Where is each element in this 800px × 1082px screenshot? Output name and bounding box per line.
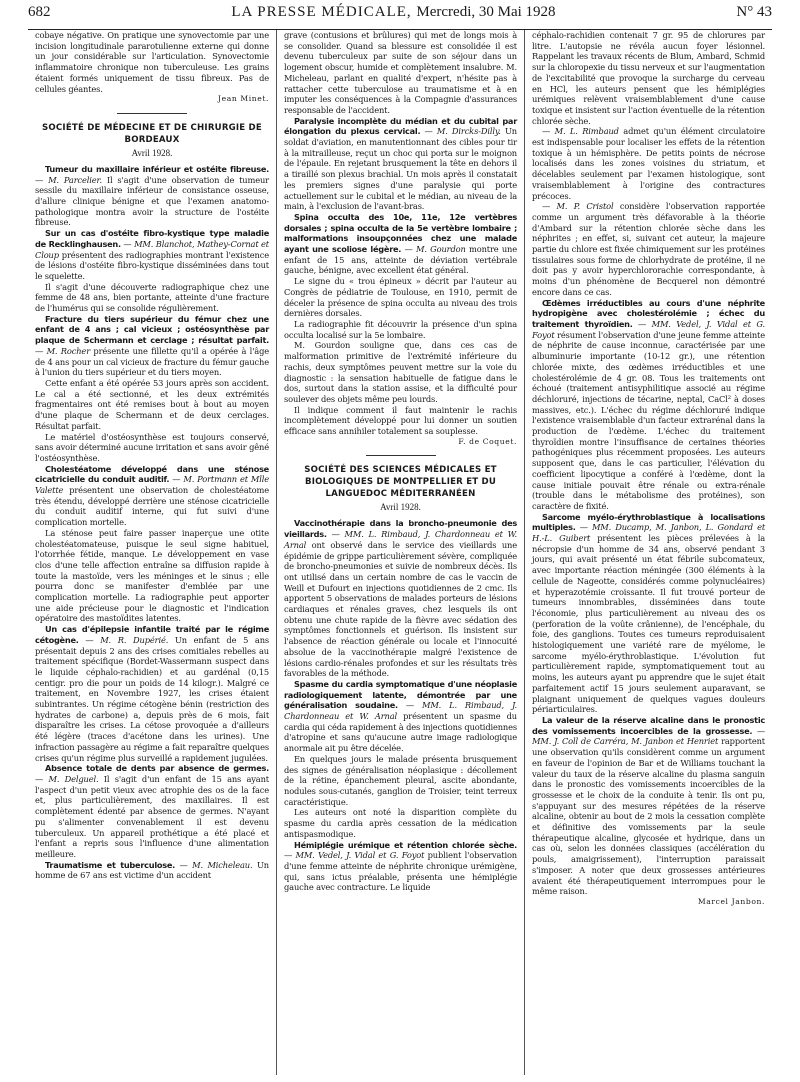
article-heading: Traumatisme et tuberculose. bbox=[45, 859, 176, 870]
article: — M. L. Rimbaud admet qu'un élément circulatoire est indispensable pour localiser les effets de la rétention toxique à un hémisphère. De petits points de nécrose localisés dans les zones voisines du striatum, et décelables seulement par l'examen histologique, sont vraisemblablement à l'origine des contractures précoces. bbox=[532, 126, 765, 201]
article: Traumatisme et tuberculose. — M. Micheleau. Un homme de 67 ans est victime d'un accident bbox=[35, 859, 269, 881]
article-heading: Tumeur du maxillaire inférieur et ostéite fibreuse. bbox=[45, 163, 269, 174]
paragraph: Cette enfant a été opérée 53 jours après son accident. Le cal a été sectionné, et les deux extrémités fragmentaires ont été remises bout à bout au moyen d'une plaque de Schermann et de deux cerclages. Résultat parfait. bbox=[35, 377, 269, 431]
article: Paralysie incomplète du médian et du cubital par élongation du plexus cervical. — M. Dircks-Dilly. Un soldat d'aviation, en manutentionnant des cibles pour tir à la mitrailleuse, reçut un choc qui porta sur le moignon de l'épaule. En rejetant brusquement la tête en dehors il a tiraillé son plexus brachial. Un mois après il constatait les premiers signes d'une paralysie qui porte actuellement sur le cubital et le médian, au niveau de la main, à l'exclusion de l'avant-bras. bbox=[284, 115, 517, 212]
paragraph: La sténose peut faire passer inaperçue une otite cholestéatomateuse, puisque le seul signe habituel, l'otorrhée fétide, manque. Le développement en vase clos d'une telle affection entraîne sa diffusion rapide à toute la mastoïde, vers les méninges et le sinus ; elle pourra donc se manifester d'emblée par une complication mortelle. La radiographie peut apporter une aide précieuse pour le diagnostic et l'indication opératoire des mastoïdites latentes. bbox=[35, 527, 269, 624]
article: Sur un cas d'ostéite fibro-kystique type maladie de Recklinghausen. — MM. Blanchot, Mathey-Cornat et Cloup présentent des radiographies montrant l'existence de lésions d'ostéite fibro-kystique disséminées dans tout le squelette. bbox=[35, 228, 269, 281]
article-authors: M. Delguel. bbox=[48, 774, 99, 784]
paragraph: grave (contusions et brûlures) qui met de longs mois à se consolider. Quand sa blessure est consolidée il est devenu tuberculeux par suite de son séjour dans un logement obscur, humide et complètement insalubre. M. Micheleau, parlant en qualité d'expert, n'hésite pas à rattacher cette tuberculose au traumatisme et à en imputer les conséquences à la Compagnie d'assurances responsable de l'accident. bbox=[284, 30, 517, 115]
article-text: ont observé dans le service des vieillards une épidémie de grippe particulièrement sévère, compliquée de broncho-pneumonies et suivie de nombreux décès. Ils ont utilisé dans un certain nombre de cas le vaccin de Weill et Dufourt en injections quotidiennes de 2 cmc. Ils apportent 5 observations de malades porteurs de lésions cardiaques et rénales graves, chez lesquels ils ont obtenu une chute rapide de la fièvre avec sédation des symptômes fonctionnels et guérison. Ils insistent sur l'absence de réaction générale ou locale et l'innocuité absolue de la vaccinothérapie malgré l'existence de lésions cardio-rénales profondes et sur les résultats très favorables de la méthode. bbox=[284, 539, 517, 679]
article-authors: M. Rocher bbox=[46, 345, 91, 356]
article-heading: Spina occulta des 10e, 11e, 12e vertèbres dorsales ; spina occulta de la 5e vertèbre lombaire ; malformations insoupçonnées chez une malade ayant une scoliose légère. bbox=[284, 211, 517, 255]
article-text: Un homme de 67 ans est victime d'un accident bbox=[35, 859, 269, 881]
article-authors: M. Micheleau. bbox=[192, 859, 253, 870]
article-text: Il s'agit d'un enfant de 15 ans ayant l'aspect d'un petit vieux avec atrophie des os de la face et, plus particulièrement, des maxillaires. Il est complètement édenté par absence de germes. N'ayant pu s'alimenter convenablement il est devenu tuberculeux. Un appareil prothétique a été placé et l'enfant a repris sous l'influence d'une alimentation meilleure. bbox=[35, 774, 269, 859]
article-heading: Vaccinothérapie dans la broncho-pneumonie des vieillards. bbox=[284, 518, 517, 540]
article-heading: Spasme du cardia symptomatique d'une néoplasie radiologiquement latente, démontrée par une généralisation soudaine. bbox=[284, 678, 517, 711]
paragraph: Le signe du « trou épineux » décrit par l'auteur au Congrès de pédiatrie de Toulouse, en 1910, permit de déceler la présence de spina occulta au niveau des trois dernières dorsales. bbox=[284, 276, 517, 319]
text-columns bbox=[28, 30, 772, 1075]
article-text: présentent les pièces prélevées à la nécropsie d'un homme de 34 ans, observé pendant 3 jours, qui avait présenté un état fébrile subcomateux, avec importante réaction méningée (300 éléments à la cellule de Nageotte, considérés comme polynucléaires) et hyperazotémie croissante. Il fut trouvé porteur de tumeurs innombrables, disséminées dans toute l'économie, plus particulièrement au niveau des os (perforation de la voûte crânienne), de l'encéphale, du foie, des ganglions. Toutes ces tumeurs reproduisaient histologiquement une variété rare de myélome, le sarcome myélo-érythroblastique. L'évolution fut particulièrement rapide, symptomatiquement tout au moins, les auteurs ayant pu apprendre que le sujet était parfaitement actif 15 jours seulement auparavant, se plaignant uniquement de quelques vagues douleurs périarticulaires. bbox=[532, 533, 765, 715]
article-text: Un enfant de 5 ans présentait depuis 2 ans des crises comitiales rebelles au traitement spécifique (Bordet-Wassermann suspect dans le liquide céphalo-rachidien) et au gardénal (0,15 centigr. pro die pour un poids de 14 kilogr.). Malgré ce traitement, en Novembre 1927, les crises étaient subintrantes. Un régime cétogène bénin (restriction des hydrates de carbone) a, depuis près de 6 mois, fait disparaître les crises. La cétose provoquée a d'ailleurs été légère (traces d'acétone dans les urines). Une infraction passagère au régime a fait reparaître quelques crises qu'un régime plus surveillé a rapidement jugulées. bbox=[35, 634, 270, 763]
article-text: publient l'observation d'une femme atteinte de néphrite chronique urémigène, qui, sans ictus préalable, présenta une hémiplégie gauche avec contracture. Le liquide bbox=[284, 850, 517, 893]
article: Sarcome myélo-érythroblastique à localisations multiples. — MM. Ducamp, M. Janbon, L. Gondard et H.-L. Guibert présentent les pièces prélevées à la nécropsie d'un homme de 34 ans, observé pendant 3 jours, qui avait présenté un état fébrile subcomateux, avec importante réaction méningée (300 éléments à la cellule de Nageotte, considérés comme polynucléaires) et hyperazotémie croissante. Il fut trouvé porteur de tumeurs innombrables, disséminées dans toute l'économie, plus particulièrement au niveau des os (perforation de la voûte crânienne), de l'encéphale, du foie, des ganglions. Toutes ces tumeurs reproduisaient histologiquement une variété rare de myélome, le sarcome myélo-érythroblastique. L'évolution fut particulièrement rapide, symptomatiquement tout au moins, les auteurs ayant pu apprendre que le sujet était parfaitement actif 15 jours seulement auparavant, se plaignant uniquement de quelques vagues douleurs périarticulaires. bbox=[532, 511, 766, 715]
article-authors: M. Portmann et Mlle Valette bbox=[35, 474, 269, 496]
page-number: 682 bbox=[28, 4, 51, 20]
article: — M. P. Cristol considère l'observation rapportée comme un argument très défavorable à la théorie d'Ambard sur la rétention chlorée sèche dans les néphrites ; en effet, si, suivant cet auteur, la majeure partie du chlore est fixée chimiquement sur les protéines tissulaires sous forme de chlorhydrate de protéine, il ne doit pas y avoir hyperchlororachie correspondante, à moins d'un phénomène de Becquerel non démontré encore dans ce cas. bbox=[532, 201, 765, 297]
column-middle bbox=[276, 30, 524, 1075]
divider bbox=[117, 113, 187, 114]
article-text: présente une fillette qu'il a opérée à l'âge de 4 ans pour un cal vicieux de fracture du fémur gauche à l'union du tiers supérieur et du tiers moyen. bbox=[35, 345, 270, 378]
article-heading: Sur un cas d'ostéite fibro-kystique type maladie de Recklinghausen. bbox=[35, 228, 269, 249]
article-text: présentent une observation de cholestéatome très étendu, développé derrière une sténose cicatricielle du conduit auditif interne, qui fut suivi d'une complication mortelle. bbox=[35, 485, 269, 528]
article-heading: Un cas d'épilepsie infantile traité par le régime cétogène. bbox=[35, 624, 269, 645]
article: Hémiplégie urémique et rétention chlorée sèche. — MM. Vedel, J. Vidal et G. Foyot publient l'observation d'une femme atteinte de néphrite chronique urémigène, qui, sans ictus préalable, présenta une hémiplégie gauche avec contracture. Le liquide bbox=[284, 839, 517, 893]
article-authors: M. Gourdon bbox=[415, 244, 466, 255]
article-text: montre une enfant de 15 ans, atteinte de déviation vertébrale gauche, bénigne, avec excellent état général. bbox=[284, 244, 517, 276]
society-title: SOCIÉTÉ DES SCIENCES MÉDICALES ET BIOLOGIQUES DE MONTPELLIER ET DU LANGUEDOC MÉDITERRANÉEN bbox=[304, 465, 497, 500]
article-text: présentent un spasme du cardia qui céda rapidement à des injections quotidiennes d'atropine et sans qu'aucune autre image radiologique anormale ait pu être décelée. bbox=[284, 711, 517, 754]
article-authors: M. L. Rimbaud bbox=[554, 126, 619, 137]
article: La valeur de la réserve alcaline dans le pronostic des vomissements incoercibles de la grossesse. — MM. J. Coll de Carréra, M. Janbon et Henriet rapportent une observation qu'ils considèrent comme un argument en faveur de l'opinion de Bar et de Williams touchant la valeur du taux de la réserve alcaline du plasma sanguin dans le pronostic des vomissements incoercibles de la grossesse et le choix de la conduite à tenir. Ils ont pu, s'appuyant sur des mesures répétées de la réserve alcaline, obtenir au bout de 2 mois la cessation complète et définitive des vomissements par la seule thérapeutique alcaline, glycosée et hydrique, dans un cas où, selon les données classiques (accélération du pouls, amaigrissement), l'interruption paraissait s'imposer. A noter que deux grossesses antérieures avaient été thérapeutiquement interrompues pour le même raison. bbox=[532, 715, 765, 897]
paragraph: La radiographie fit découvrir la présence d'un spina occulta localisé sur la 5e lombaire. bbox=[284, 318, 517, 340]
article: Œdèmes irréductibles au cours d'une néphrite hydropigène avec cholestérolémie ; échec du traitement thyroïdien. — MM. Vedel, J. Vidal et G. Foyot résument l'observation d'une jeune femme atteinte de néphrite de cause inconnue, caractérisée par une albuminurie importante (10-12 gr.), une rétention chlorée mixte, des œdèmes irréductibles et une cholestérolémie de 4 gr. 08. Tous les traitements ont échoué (traitement antisyphilitique associé au régime déchloruré, injections de técarine, neptal, CaCl² à doses massives, etc.). L'échec du régime déchloruré indique l'existence vraisemblable d'un facteur extrarénal dans la production de l'œdème. L'échec du traitement thyroïdien montre l'insuffisance de certaines théories pathogéniques plus récemment proposées. Les auteurs supposent que, dans le cas particulier, l'élévation du coefficient lipocytique a conféré à l'œdème, dont la cause initiale pouvait être rénale ou extra-rénale (trouble dans le métabolisme des protéines), son caractère de fixité. bbox=[532, 297, 765, 511]
article-text: Il s'agit d'une observation de tumeur sessile du maxillaire inférieur de consistance osseuse, d'allure clinique bénigne et que l'examen anatomo-pathologique montra avoir la structure de l'ostéite fibreuse. bbox=[35, 174, 269, 228]
paragraph: M. Gourdon souligne que, dans ces cas de malformation primitive de l'extrémité inférieure du rachis, deux symptômes peuvent mettre sur la voie du diagnostic : la sensation habituelle de fatigue dans le dos, surtout dans la station assise, et la difficulté pour soulever des objets même peu lourds. bbox=[284, 340, 517, 404]
signature: Marcel Janbon. bbox=[697, 896, 765, 906]
society-date: Avril 1928. bbox=[131, 147, 173, 158]
column-right bbox=[524, 30, 772, 1075]
signature: F. de Coquet. bbox=[458, 436, 517, 446]
column-left bbox=[28, 30, 276, 1075]
article-authors: M. Parcelier. bbox=[48, 174, 102, 185]
article: Tumeur du maxillaire inférieur et ostéite fibreuse. — M. Parcelier. Il s'agit d'une observation de tumeur sessile du maxillaire inférieur de consistance osseuse, d'allure clinique bénigne et que l'examen anatomo-pathologique montra avoir la structure de l'ostéite fibreuse. bbox=[35, 163, 269, 228]
article: Fracture du tiers supérieur du fémur chez une enfant de 4 ans ; cal vicieux ; ostéosynthèse par plaque de Schermann et cerclage ; résultat parfait. — M. Rocher présente une fillette qu'il a opérée à l'âge de 4 ans pour un cal vicieux de fracture du fémur gauche à l'union du tiers supérieur et du tiers moyen. bbox=[35, 313, 270, 378]
article-authors: MM. L. Rimbaud, J. Chardonneau et W. Arnal bbox=[284, 700, 518, 722]
article-heading: Fracture du tiers supérieur du fémur chez une enfant de 4 ans ; cal vicieux ; ostéosynthèse par plaque de Schermann et cerclage ; résultat parfait. bbox=[35, 313, 269, 346]
article-heading: Œdèmes irréductibles au cours d'une néphrite hydropigène avec cholestérolémie ; échec du traitement thyroïdien. bbox=[532, 297, 765, 329]
article-text: résument l'observation d'une jeune femme atteinte de néphrite de cause inconnue, caractérisée par une albuminurie importante (10-12 gr.), une rétention chlorée mixte, des œdèmes irréductibles et une cholestérolémie de 4 gr. 08. Tous les traitements ont échoué (traitement antisyphilitique associé au régime déchloruré, injections de técarine, neptal, CaCl² à doses massives, etc.). L'échec du régime déchloruré indique l'existence vraisemblable d'un facteur extrarénal dans la production de l'œdème. L'échec du traitement thyroïdien montre l'insuffisance de certaines théories pathogéniques plus récemment proposées. Les auteurs supposent que, dans le cas particulier, l'élévation du coefficient lipocytique a conféré à l'œdème, dont la cause initiale pouvait être rénale ou extra-rénale (trouble dans le métabolisme des protéines), son caractère de fixité. bbox=[532, 329, 765, 511]
article-authors: MM. Blanchot, Mathey-Cornat et Cloup bbox=[35, 238, 269, 260]
article-authors: M. P. Cristol bbox=[556, 201, 614, 212]
article-authors: MM. J. Coll de Carréra, M. Janbon et Henriet bbox=[532, 736, 719, 747]
article: Cholestéatome développé dans une sténose cicatricielle du conduit auditif. — M. Portmann et Mlle Valette présentent une observation de cholestéatome très étendu, développé derrière une sténose cicatricielle du conduit auditif interne, qui fut suivi d'une complication mortelle. bbox=[35, 463, 269, 528]
article-text: considère l'observation rapportée comme un argument très défavorable à la théorie d'Ambard sur la rétention chlorée sèche dans les néphrites ; en effet, si, suivant cet auteur, la majeure partie du chlore est fixée chimiquement sur les protéines tissulaires sous forme de chlorhydrate de protéine, il ne doit pas y avoir hyperchlororachie correspondante, à moins d'un phénomène de Becquerel non démontré encore dans ce cas. bbox=[532, 201, 765, 297]
article-heading: La valeur de la réserve alcaline dans le pronostic des vomissements incoercibles de la grossesse. bbox=[532, 715, 765, 736]
article-authors: MM. Vedel, J. Vidal et G. Foyot bbox=[295, 850, 425, 861]
journal-title: LA PRESSE MÉDICALE, bbox=[231, 4, 417, 20]
article-heading: Paralysie incomplète du médian et du cubital par élongation du plexus cervical. bbox=[284, 115, 517, 137]
divider bbox=[366, 455, 436, 456]
article-text: présentent des radiographies montrant l'existence de lésions d'ostéite fibro-kystique disséminées dans tout le squelette. bbox=[35, 249, 269, 281]
paragraph: Le matériel d'ostéosynthèse est toujours conservé, sans avoir déterminé aucune irritation et sans avoir gêné l'ostéosynthèse. bbox=[35, 431, 269, 463]
running-title bbox=[231, 4, 555, 21]
issue-date: Mercredi, 30 Mai 1928 bbox=[416, 4, 556, 20]
running-head bbox=[28, 4, 772, 30]
article: Vaccinothérapie dans la broncho-pneumonie des vieillards. — MM. L. Rimbaud, J. Chardonneau et W. Arnal ont observé dans le service des vieillards une épidémie de grippe particulièrement sévère, compliquée de broncho-pneumonies et suivie de nombreux décès. Ils ont utilisé dans un certain nombre de cas le vaccin de Weill et Dufourt en injections quotidiennes de 2 cmc. Ils apportent 5 observations de malades porteurs de lésions cardiaques et rénales graves, chez lesquels ils ont obtenu une chute rapide de la fièvre avec sédation des symptômes fonctionnels et guérison. Ils insistent sur l'absence de réaction générale ou locale et l'innocuité absolue de la vaccinothérapie malgré l'existence de lésions cardio-rénales profondes et sur les résultats très favorables de la méthode. bbox=[284, 518, 517, 679]
paragraph: Il s'agit d'une découverte radiographique chez une femme de 48 ans, bien portante, atteinte d'une fracture de l'humérus qui se consolide régulièrement. bbox=[35, 281, 269, 314]
paragraph: céphalo-rachidien contenait 7 gr. 95 de chlorures par litre. L'autopsie ne révéla aucun foyer lésionnel. Rappelant les travaux récents de Blum, Ambard, Schmid sur la chloropexie du tissu nerveux et sur l'augmentation de l'excitabilité que provoque la surcharge du cerveau en HCl, les auteurs pensent que les hémiplégies urémiques relèvent vraisemblablement d'une cause toxique et insistent sur l'action éventuelle de la rétention chlorée sèche. bbox=[532, 30, 765, 126]
signature: Jean Minet. bbox=[217, 94, 269, 104]
article: Un cas d'épilepsie infantile traité par le régime cétogène. — M. R. Dupérié. Un enfant de 5 ans présentait depuis 2 ans des crises comitiales rebelles au traitement spécifique (Bordet-Wassermann suspect dans le liquide céphalo-rachidien) et au gardénal (0,15 centigr. pro die pour un poids de 14 kilogr.). Malgré ce traitement, en Novembre 1927, les crises étaient subintrantes. Un régime cétogène bénin (restriction des hydrates de carbone) a, depuis près de 6 mois, fait disparaître les crises. La cétose provoquée a d'ailleurs été légère (traces d'acétone dans les urines). Une infraction passagère au régime a fait reparaître quelques crises qu'un régime plus surveillé a rapidement jugulées. bbox=[35, 624, 270, 763]
article-heading: Absence totale de dents par absence de germes. bbox=[45, 763, 269, 774]
article-heading: Sarcome myélo-érythroblastique à localisations multiples. bbox=[532, 511, 765, 533]
article-heading: Hémiplégie urémique et rétention chlorée sèche. bbox=[294, 839, 517, 850]
issue-number: N° 43 bbox=[736, 4, 772, 20]
article: Spina occulta des 10e, 11e, 12e vertèbres dorsales ; spina occulta de la 5e vertèbre lombaire ; malformations insoupçonnées chez une malade ayant une scoliose légère. — M. Gourdon montre une enfant de 15 ans, atteinte de déviation vertébrale gauche, bénigne, avec excellent état général. bbox=[284, 211, 517, 276]
article-authors: M. Dircks-Dilly. bbox=[436, 126, 501, 137]
society-title: SOCIÉTÉ DE MÉDECINE ET DE CHIRURGIE DE BORDEAUX bbox=[42, 122, 262, 145]
article-heading: Cholestéatome développé dans une sténose cicatricielle du conduit auditif. bbox=[35, 463, 269, 485]
article: Absence totale de dents par absence de germes. — M. Delguel. Il s'agit d'un enfant de 15 ans ayant l'aspect d'un petit vieux avec atrophie des os de la face et, plus particulièrement, des maxillaires. Il est complètement édenté par absence de germes. N'ayant pu s'alimenter convenablement il est devenu tuberculeux. Un appareil prothétique a été placé et l'enfant a repris sous l'influence d'une alimentation meilleure. bbox=[35, 763, 269, 859]
society-date: Avril 1928. bbox=[380, 502, 421, 513]
paragraph: cobaye négative. On pratique une synovectomie par une incision longitudinale pararotulienne externe qui donne un jour considérable sur l'articulation. Synovectomie inflammatoire chronique non tuberculeuse. Les grains étaient formés uniquement de tissu fibreux. Pas de cellules géantes. bbox=[35, 30, 269, 94]
paragraph: Les auteurs ont noté la disparition complète du spasme du cardia après cessation de la médication antispasmodique. bbox=[284, 807, 517, 839]
article-authors: M. R. Dupérié. bbox=[100, 634, 169, 645]
paragraph: En quelques jours le malade présenta brusquement des signes de généralisation néoplasique : décollement de la rétine, épanchement pleural, ascite abondante, nodules sous-cutanés, ganglion de Troisier, teint terreux caractéristique. bbox=[284, 753, 517, 807]
article-text: rapportent une observation qu'ils considèrent comme un argument en faveur de l'opinion de Bar et de Williams touchant la valeur du taux de la réserve alcaline du plasma sanguin dans le pronostic des vomissements incoercibles de la grossesse et le choix de la conduite à tenir. Ils ont pu, s'appuyant sur des mesures répétées de la réserve alcaline, obtenir au bout de 2 mois la cessation complète et définitive des vomissements par la seule thérapeutique alcaline, glycosée et hydrique, dans un cas où, selon les données classiques (accélération du pouls, amaigrissement), l'interruption paraissait s'imposer. A noter que deux grossesses antérieures avaient été thérapeutiquement interrompues pour le même raison. bbox=[532, 736, 765, 897]
article-authors: MM. Vedel, J. Vidal et G. Foyot bbox=[532, 318, 765, 340]
article-text: Un soldat d'aviation, en manutentionnant des cibles pour tir à la mitrailleuse, reçut un choc qui porta sur le moignon de l'épaule. En rejetant brusquement la tête en dehors il a tiraillé son plexus brachial. Un mois après il constatait les premiers signes d'une paralysie qui porte actuellement sur le cubital et le médian, au niveau de la main, à l'exclusion de l'avant-bras. bbox=[284, 126, 517, 212]
article-authors: MM. Ducamp, M. Janbon, L. Gondard et H.-L. Guibert bbox=[532, 522, 766, 544]
article-authors: MM. L. Rimbaud, J. Chardonneau et W. Arnal bbox=[284, 529, 517, 550]
article: Spasme du cardia symptomatique d'une néoplasie radiologiquement latente, démontrée par une généralisation soudaine. — MM. L. Rimbaud, J. Chardonneau et W. Arnal présentent un spasme du cardia qui céda rapidement à des injections quotidiennes d'atropine et sans qu'aucune autre image radiologique anormale ait pu être décelée. bbox=[284, 678, 518, 754]
article-text: admet qu'un élément circulatoire est indispensable pour localiser les effets de la rétention toxique à un hémisphère. De petits points de nécrose localisés dans les zones voisines du striatum, et décelables seulement par l'examen histologique, sont vraisemblablement à l'origine des contractures précoces. bbox=[532, 126, 765, 201]
paragraph: Il indique comment il faut maintenir le rachis incomplètement développé pour lui donner un soutien efficace sans annihiler totalement sa souplesse. bbox=[284, 404, 517, 437]
